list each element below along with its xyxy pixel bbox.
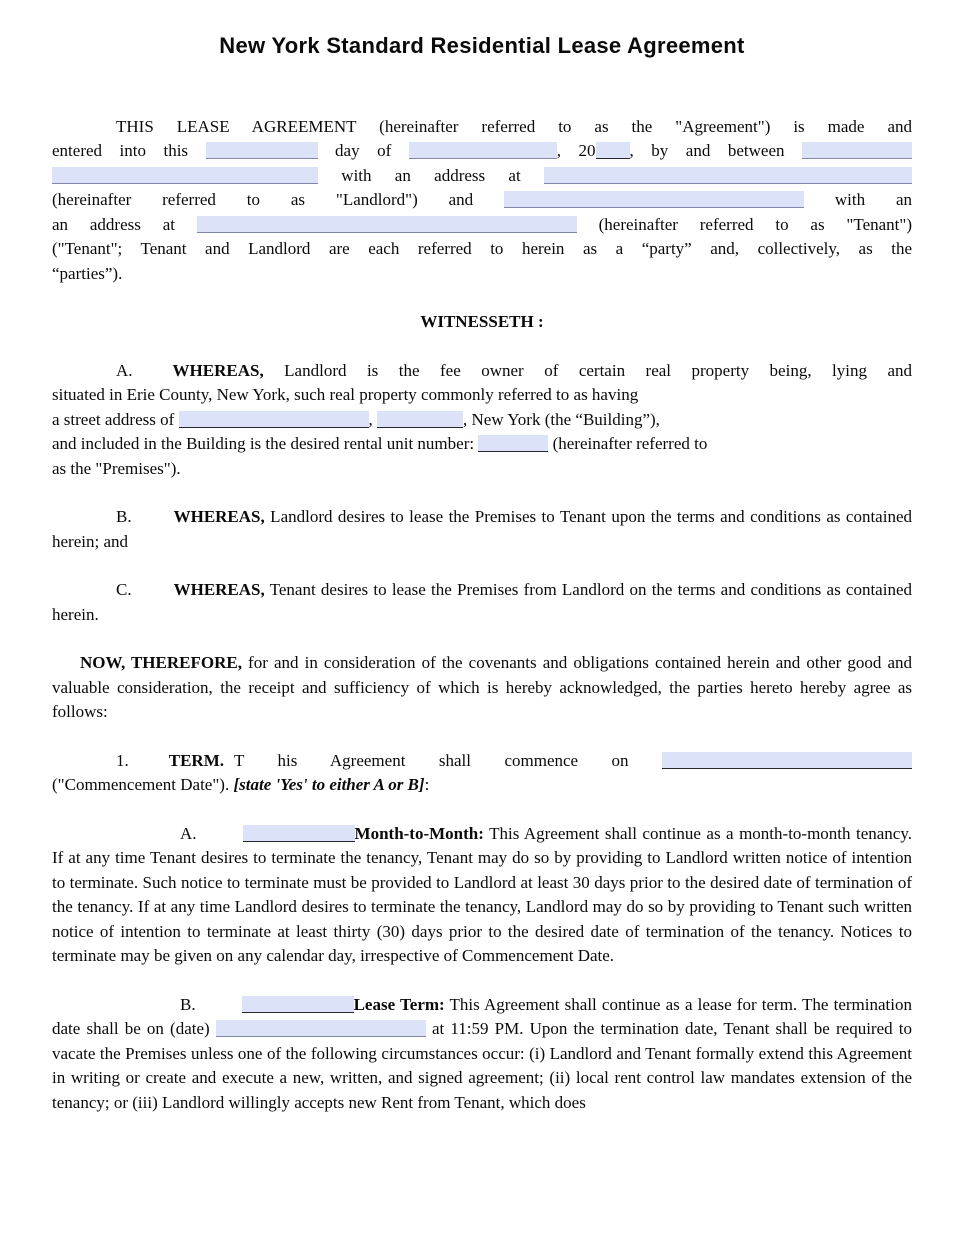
text-run: This Agreement shall continue as a lease for term. The termination date shall be on (date) [52,994,912,1038]
document-line [52,213,912,238]
text-run: THIS LEASE AGREEMENT (hereinafter referred to as the "Agreement") is made and [116,116,912,136]
option-a-selection-field[interactable] [243,825,355,842]
text-run: “parties”). [52,263,123,283]
month-field[interactable] [409,142,557,159]
text-run: (hereinafter referred to as "Landlord") and [52,190,504,209]
text-run: T his Agreement shall commence on [234,750,662,770]
text-run: , [368,409,378,429]
city-field[interactable] [377,411,463,428]
text-run: This Agreement shall continue as a month-to-month tenancy. If at any time Tenant desires to terminate the tenancy, Tenant may do so by providing to Landlord written notice of intention to terminate. Such notice to terminate must be provided to Landlord at least 30 days prior to the desired date of termination of the tenancy. If at any time Landlord desires to terminate the tenancy, Landlord may do so by providing to Tenant such written notice of intention to terminate at least thirty (30) days prior to the desired date of termination of the tenancy. Notices to terminate may be given on any calendar day, irrespective of Commencement Date. [52,823,912,965]
section-now-therefore [52,651,912,725]
text-run: A. [116,360,133,380]
text-run: A. [180,823,197,843]
text-run: ("Commencement Date"). [52,775,234,794]
text-run: B. [180,994,196,1014]
text-run: C. [116,580,132,599]
text-run: [state 'Yes' to either A or B] [233,775,425,794]
document-line [52,115,912,140]
section-intro-clause [52,115,912,287]
unit-number-field[interactable] [478,435,548,452]
text-run: , 20 [556,141,596,160]
document-line [52,262,912,287]
page-title: New York Standard Residential Lease Agreement [219,33,745,58]
day-field[interactable] [206,142,318,159]
landlord-name-field[interactable] [802,142,912,159]
document-line [52,237,912,262]
text-run: B. [116,507,132,526]
document-line [52,359,912,384]
landlord-name-continued-field[interactable] [52,167,318,184]
text-run: NOW, THEREFORE, [80,653,242,672]
document-line [52,188,912,213]
text-run: : [424,775,430,794]
text-run: 1. [116,750,129,770]
document-line [52,749,912,774]
text-run: Lease Term: [353,994,445,1014]
document-line [52,408,912,433]
section-option-a-month-to-month [52,822,912,969]
document-line [52,432,912,457]
text-run: as the "Premises"). [52,458,181,478]
text-run: WHEREAS, [173,580,265,599]
section-whereas-b [52,505,912,554]
text-run: with an [804,190,912,209]
text-run: (hereinafter referred to [548,434,708,453]
text-run: with an address at [318,165,544,185]
section-whereas-a [52,359,912,482]
option-b-selection-field[interactable] [242,996,354,1013]
text-run: situated in Erie County, New York, such real property commonly referred to as having [52,385,639,404]
text-run: Landlord desires to lease the Premises to Tenant upon the terms and conditions as contained herein; and [52,507,912,551]
text-run: entered into this [52,141,206,160]
commencement-date-field[interactable] [662,752,912,769]
section-witnesseth: WITNESSETH : [420,312,544,331]
tenant-address-field[interactable] [197,216,577,233]
landlord-address-field[interactable] [544,167,912,184]
document-line [52,164,912,189]
document-line [52,773,912,798]
text-run: WHEREAS, [172,360,264,380]
text-run: TERM. [168,750,224,770]
document-line [52,139,912,164]
termination-date-field[interactable] [216,1020,426,1037]
text-run: an address at [52,214,197,234]
document-line [52,457,912,482]
text-run: , by and between [629,141,803,160]
text-run: Month-to-Month: [354,823,484,843]
text-run: and included in the Building is the desired rental unit number: [52,434,479,453]
text-run: ("Tenant"; Tenant and Landlord are each referred to herein as a “party” and, collectively, as the [52,239,912,258]
section-term-clause [52,749,912,798]
section-option-b-lease-term [52,993,912,1116]
text-run: a street address of [52,409,179,429]
street-address-field[interactable] [179,411,369,428]
text-run: Tenant desires to lease the Premises from Landlord on the terms and conditions as contained herein. [52,580,912,624]
text-run: day of [317,141,409,160]
text-run: for and in consideration of the covenants and obligations contained herein and other good and valuable consideration, the receipt and sufficiency of which is hereby acknowledged, the parties hereto hereby agree as follows: [52,653,912,721]
text-run: Landlord is the fee owner of certain real property being, lying and [263,360,912,380]
document-line [52,383,912,408]
year-field[interactable] [596,142,630,159]
text-run: (hereinafter referred to as "Tenant") [576,214,912,234]
text-run: at 11:59 PM. Upon the termination date, Tenant shall be required to vacate the Premises unless one of the following circumstances occur: (i) Landlord and Tenant formally extend this Agreement in writing or create and execute a new, written, and signed agreement; (ii) local rent control law mandates extension of the tenancy; or (iii) Landlord willingly accepts new Rent from Tenant, which does [52,1019,912,1112]
document-body [52,115,912,1116]
section-whereas-c [52,578,912,627]
text-run: , New York (the “Building”), [463,409,660,429]
tenant-name-field[interactable] [504,191,804,208]
text-run: WHEREAS, [173,507,265,526]
